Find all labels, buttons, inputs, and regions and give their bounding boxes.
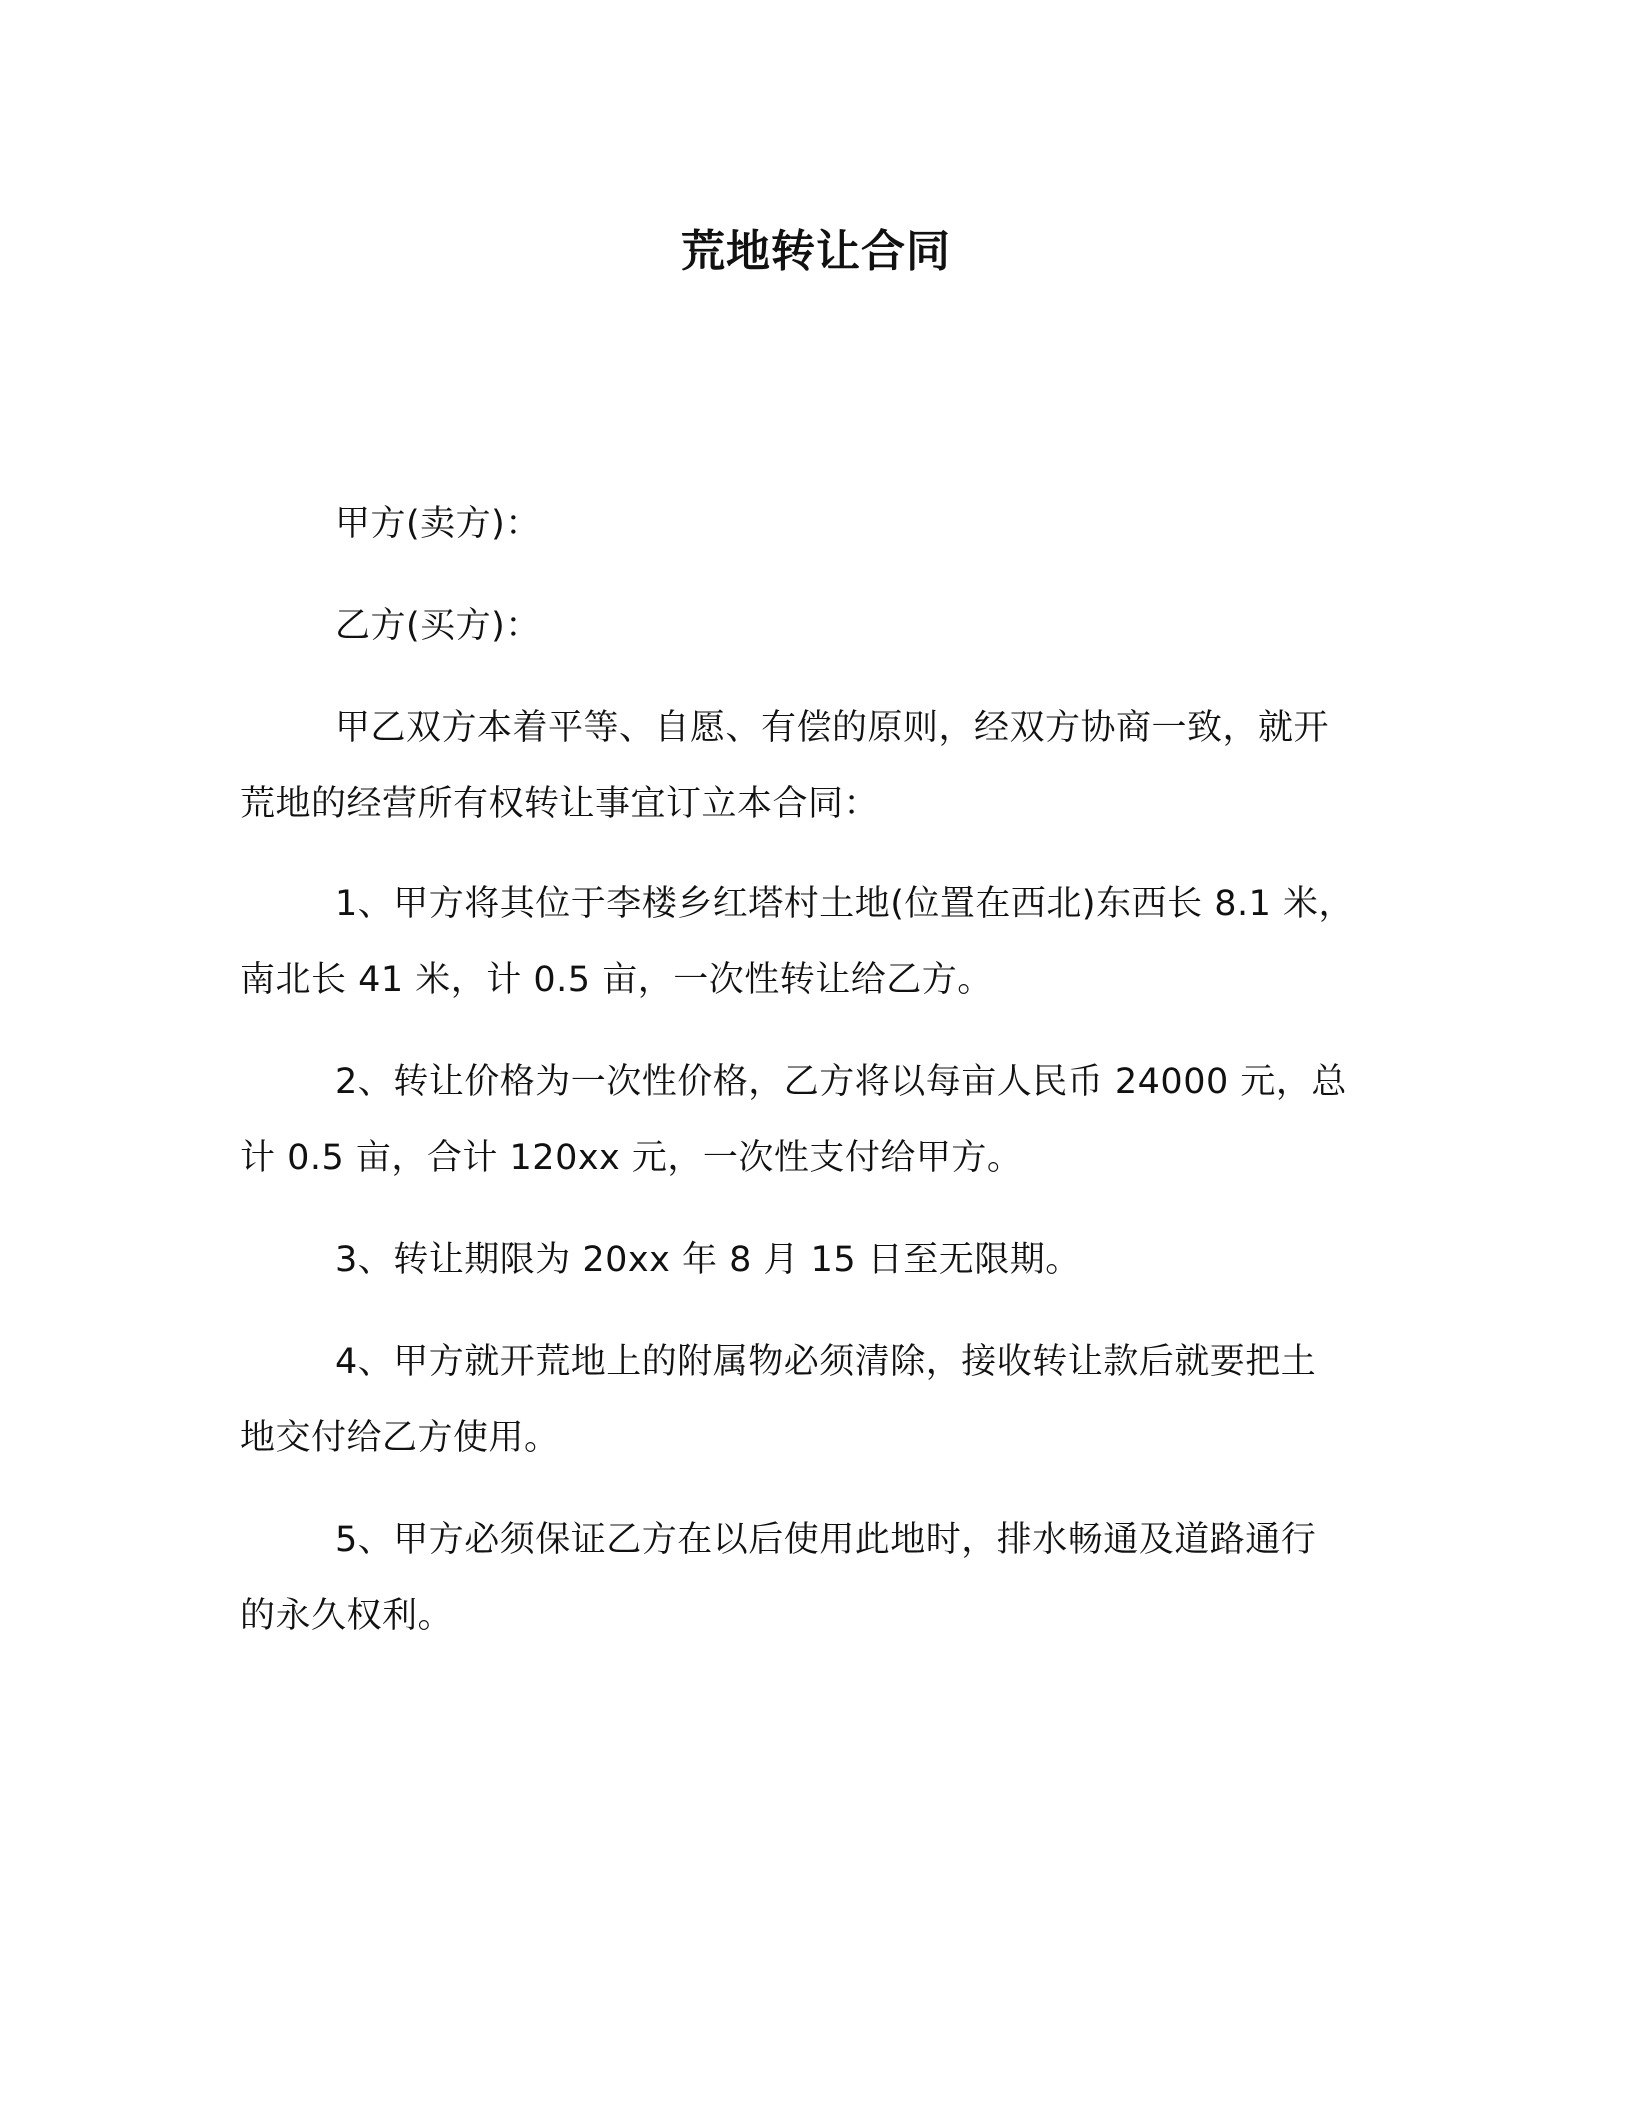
clause-1-line-2: 南北长 41 米，计 0.5 亩，一次性转让给乙方。 (240, 960, 993, 1000)
party-b-line (240, 588, 1390, 664)
preamble-line-1: 甲乙双方本着平等、自愿、有偿的原则，经双方协商一致，就开 (335, 708, 1330, 748)
party-b-label: 乙方(买方)： (335, 606, 541, 646)
clause-2-line-2: 计 0.5 亩，合计 120xx 元，一次性支付给甲方。 (240, 1138, 1023, 1178)
clause-5 (240, 1502, 1390, 1654)
clause-4-line-2: 地交付给乙方使用。 (240, 1418, 560, 1458)
clause-1-line-1: 1、甲方将其位于李楼乡红塔村土地(位置在西北)东西长 8.1 米， (335, 884, 1354, 924)
clause-3 (240, 1222, 1390, 1298)
preamble-line-2: 荒地的经营所有权转让事宜订立本合同： (240, 784, 880, 824)
preamble-paragraph (240, 690, 1390, 842)
document-title: 荒地转让合同 (681, 226, 951, 277)
party-a-line (240, 486, 1390, 562)
clause-3-line-1: 3、转让期限为 20xx 年 8 月 15 日至无限期。 (335, 1240, 1081, 1280)
clause-4-line-1: 4、甲方就开荒地上的附属物必须清除，接收转让款后就要把土 (335, 1342, 1317, 1382)
party-a-label: 甲方(卖方)： (335, 504, 541, 544)
clause-2 (240, 1044, 1390, 1196)
clause-1 (240, 866, 1390, 1018)
clause-4 (240, 1324, 1390, 1476)
clause-5-line-1: 5、甲方必须保证乙方在以后使用此地时，排水畅通及道路通行 (335, 1520, 1317, 1560)
clause-2-line-1: 2、转让价格为一次性价格，乙方将以每亩人民币 24000 元，总 (335, 1062, 1347, 1102)
clause-5-line-2: 的永久权利。 (240, 1596, 454, 1636)
